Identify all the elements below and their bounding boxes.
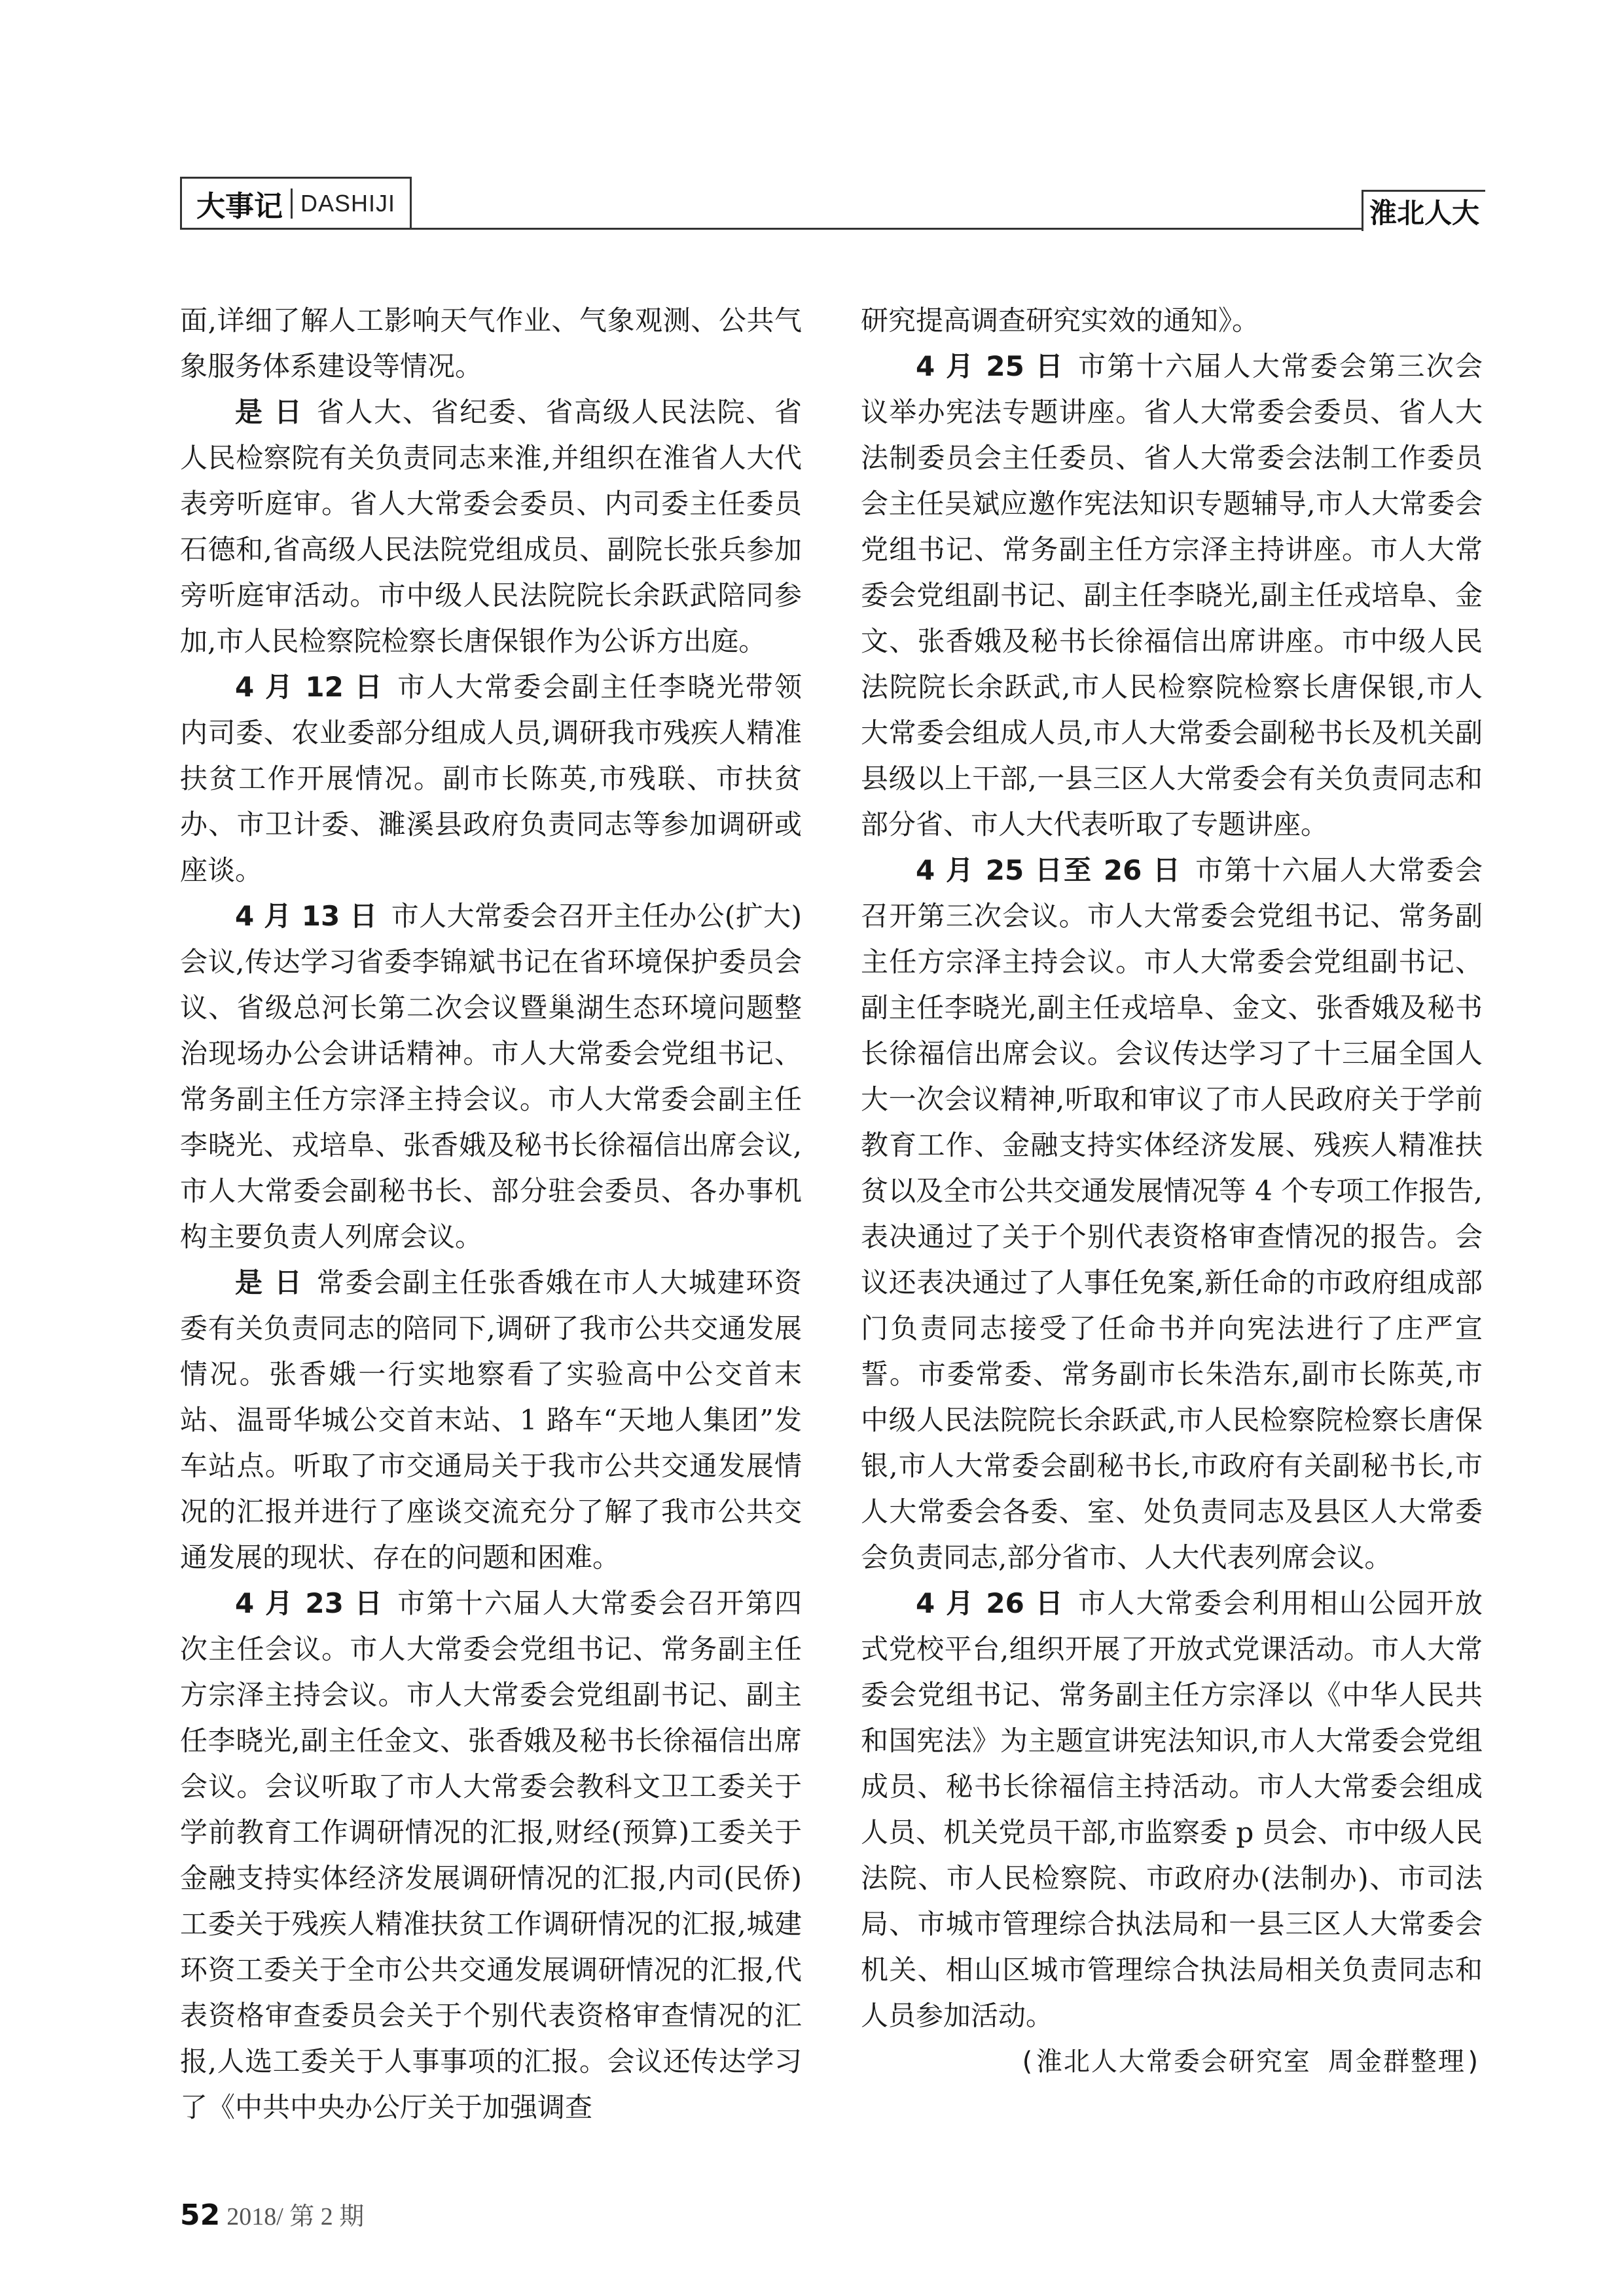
- paragraph: [180, 389, 802, 664]
- entry-date: 4 月 25 日: [916, 350, 1065, 382]
- entry-date: 4 月 23 日: [235, 1587, 384, 1619]
- paragraph: [861, 1581, 1483, 2039]
- entry-text: 市第十六届人大常委会召开第三次会议。市人大常委会党组书记、常务副主任方宗泽主持会议。市人大常委会党组副书记、副主任李晓光,副主任戎培阜、金文、张香娥及秘书长徐福信出席会议。会议传达学习了十三届全国人大一次会议精神,听取和审议了市人民政府关于学前教育工作、金融支持实体经济发展、残疾人精准扶贫以及全市公共交通发展情况等 4 个专项工作报告,表决通过了关于个别代表资格审查情况的报告。会议还表决通过了人事任免案,新任命的市政府组成部门负责同志接受了任命书并向宪法进行了庄严宣誓。市委常委、常务副市长朱浩东,副市长陈英,市中级人民法院院长余跃武,市人民检察院检察长唐保银,市人大常委会副秘书长,市政府有关副秘书长,市人大常委会各委、室、处负责同志及县区人大常委会负责同志,部分省市、人大代表列席会议。: [861, 854, 1483, 1573]
- paragraph: [180, 893, 802, 1260]
- publication-name: 淮北人大: [1362, 190, 1485, 231]
- paragraph: [861, 298, 1483, 344]
- paragraph: [861, 848, 1483, 1581]
- section-divider: [291, 188, 293, 219]
- entry-text: 研究提高调查研究实效的通知》。: [861, 304, 1260, 336]
- page-header: [0, 0, 1624, 249]
- entry-text: 面,详细了解人工影响天气作业、气象观测、公共气象服务体系建设等情况。: [180, 304, 802, 382]
- entry-text: 市第十六届人大常委会召开第四次主任会议。市人大常委会党组书记、常务副主任方宗泽主持会议。市人大常委会党组副书记、副主任李晓光,副主任金文、张香娥及秘书长徐福信出席会议。会议听取了市人大常委会教科文卫工委关于学前教育工作调研情况的汇报,财经(预算)工委关于金融支持实体经济发展调研情况的汇报,内司(民侨)工委关于残疾人精准扶贫工作调研情况的汇报,城建环资工委关于全市公共交通发展调研情况的汇报,代表资格审查委员会关于个别代表资格审查情况的汇报,人选工委关于人事事项的汇报。会议还传达学习了《中共中央办公厅关于加强调查: [180, 1587, 802, 2123]
- entry-date: 是 日: [235, 396, 303, 428]
- paragraph: [180, 1260, 802, 1581]
- page-number: 52: [180, 2198, 221, 2232]
- section-label: [180, 177, 412, 228]
- entry-text: 市人大常委会副主任李晓光带领内司委、农业委部分组成人员,调研我市残疾人精准扶贫工作开展情况。副市长陈英,市残联、市扶贫办、市卫计委、濉溪县政府负责同志等参加调研或座谈。: [180, 671, 802, 886]
- signature: (淮北人大常委会研究室 周金群整理): [1019, 2047, 1483, 2077]
- entry-date: 4 月 25 日至 26 日: [916, 854, 1182, 886]
- issue-label: 2018/ 第 2 期: [226, 2203, 365, 2231]
- header-rule: [180, 228, 1483, 230]
- entry-text: 市人大常委会利用相山公园开放式党校平台,组织开展了开放式党课活动。市人大常委会党组书记、常务副主任方宗泽以《中华人民共和国宪法》为主题宣讲宪法知识,市人大常委会党组成员、秘书长徐福信主持活动。市人大常委会组成人员、机关党员干部,市监察委 p 员会、市中级人民法院、市人民检察院、市政府办(法制办)、市司法局、市城市管理综合执法局和一县三区人大常委会机关、相山区城市管理综合执法局相关负责同志和人员参加活动。: [861, 1587, 1483, 2032]
- section-title-en: DASHIJI: [300, 189, 396, 217]
- paragraph: [861, 344, 1483, 848]
- entry-text: 市人大常委会召开主任办公(扩大)会议,传达学习省委李锦斌书记在省环境保护委员会议、省级总河长第二次会议暨巢湖生态环境问题整治现场办公会讲话精神。市人大常委会党组书记、常务副主任方宗泽主持会议。市人大常委会副主任李晓光、戎培阜、张香娥及秘书长徐福信出席会议,市人大常委会副秘书长、部分驻会委员、各办事机构主要负责人列席会议。: [180, 900, 802, 1253]
- entry-date: 是 日: [235, 1266, 303, 1299]
- entry-text: 省人大、省纪委、省高级人民法院、省人民检察院有关负责同志来淮,并组织在淮省人大代表旁听庭审。省人大常委会委员、内司委主任委员石德和,省高级人民法院党组成员、副院长张兵参加旁听庭审活动。市中级人民法院院长余跃武陪同参加,市人民检察院检察长唐保银作为公诉方出庭。: [180, 396, 802, 657]
- section-title-cn: 大事记: [196, 189, 283, 223]
- left-column: [180, 298, 802, 2130]
- entry-text: 市第十六届人大常委会第三次会议举办宪法专题讲座。省人大常委会委员、省人大法制委员会主任委员、省人大常委会法制工作委员会主任吴斌应邀作宪法知识专题辅导,市人大常委会党组书记、常务副主任方宗泽主持讲座。市人大常委会党组副书记、副主任李晓光,副主任戎培阜、金文、张香娥及秘书长徐福信出席讲座。市中级人民法院院长余跃武,市人民检察院检察长唐保银,市人大常委会组成人员,市人大常委会副秘书长及机关副县级以上干部,一县三区人大常委会有关负责同志和部分省、市人大代表听取了专题讲座。: [861, 350, 1483, 840]
- page-footer: [180, 2196, 364, 2232]
- right-column: [861, 298, 1483, 2085]
- paragraph: [180, 1581, 802, 2130]
- entry-date: 4 月 12 日: [235, 671, 384, 703]
- paragraph: [180, 298, 802, 389]
- entry-date: 4 月 13 日: [235, 900, 378, 932]
- entry-text: 常委会副主任张香娥在市人大城建环资委有关负责同志的陪同下,调研了我市公共交通发展情况。张香娥一行实地察看了实验高中公交首末站、温哥华城公交首末站、1 路车“天地人集团”发车站点。听取了市交通局关于我市公共交通发展情况的汇报并进行了座谈交流充分了解了我市公共交通发展的现状、存在的问题和困难。: [180, 1266, 802, 1573]
- entry-date: 4 月 26 日: [916, 1587, 1065, 1619]
- paragraph: [180, 664, 802, 893]
